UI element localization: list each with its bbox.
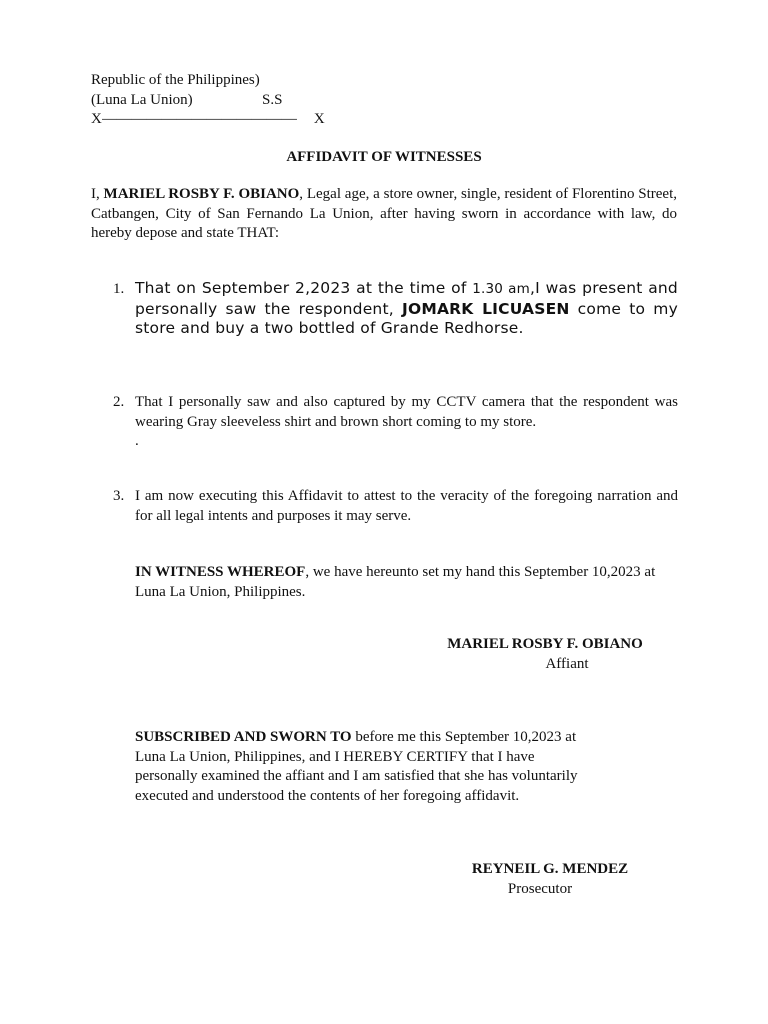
affiant-role: Affiant <box>545 655 589 672</box>
list-item-text <box>135 279 678 339</box>
document-title-text: AFFIDAVIT OF WITNESSES <box>286 149 482 165</box>
document-title <box>0 148 768 168</box>
jurat-line-4: executed and understood the contents of her foregoing affidavit. <box>135 787 520 804</box>
witness-paragraph <box>135 563 680 602</box>
list-item-number: 2. <box>113 394 125 410</box>
jurat-line-3: personally examined the affiant and I am satisfied that she has voluntarily <box>135 768 578 784</box>
header-province: (Luna La Union) <box>91 91 193 108</box>
jurat-line-1 <box>135 728 695 748</box>
header-x-left: X <box>91 111 102 127</box>
header-line-republic: Republic of the Philippines) <box>91 72 260 88</box>
jurat-line-2: Luna La Union, Philippines, and I HEREBY CERTIFY that I have <box>135 748 535 765</box>
prosecutor-signature-block <box>445 860 655 899</box>
jurat-paragraph <box>135 728 695 806</box>
list-item-number: 3. <box>113 488 125 504</box>
item1-time: 1.30 am <box>472 281 530 297</box>
list-item <box>113 487 678 526</box>
header-rule: ————————————— <box>101 111 297 127</box>
affiant-name-intro: MARIEL ROSBY F. OBIANO <box>103 186 300 202</box>
jurat-bold: SUBSCRIBED AND SWORN TO <box>135 729 352 745</box>
intro-paragraph <box>91 185 677 244</box>
affiant-signature-block <box>420 635 670 674</box>
item2-trailing-dot: . <box>135 433 139 449</box>
venue-header <box>91 71 391 130</box>
intro-prefix: I, <box>91 186 104 202</box>
list-item <box>113 393 678 452</box>
list-item-text <box>135 393 678 452</box>
intro-text: , Legal age, a store owner, single, resident of Florentino Street, Catbangen, City of San Fernando La Union, after having sworn in accordance with law, do hereby depose and state THAT: <box>91 186 677 241</box>
item1-text-b: ,I was present and personally saw the respondent, <box>135 279 678 318</box>
witness-bold: IN WITNESS WHEREOF <box>135 564 306 580</box>
prosecutor-role: Prosecutor <box>507 880 573 897</box>
list-item-number: 1. <box>113 281 125 297</box>
witness-text: , we have hereunto set my hand this September 10,2023 at Luna La Union, Philippines. <box>135 564 656 600</box>
header-line-rule <box>91 110 391 130</box>
item1-text-c: come to my store and buy a two bottled of Grande Redhorse. <box>135 299 678 337</box>
item3-text: I am now executing this Affidavit to attest to the veracity of the foregoing narration and for all legal intents and purposes it may serve. <box>135 488 678 524</box>
header-line-province <box>91 91 391 111</box>
list-item <box>113 279 678 339</box>
header-ss: S.S <box>262 91 283 108</box>
prosecutor-name: REYNEIL G. MENDEZ <box>471 861 629 877</box>
list-item-text <box>135 487 678 526</box>
header-x-right: X <box>313 111 325 127</box>
jurat-line-1-text: before me this September 10,2023 at <box>351 729 577 745</box>
respondent-name: JOMARK LICUASEN <box>401 299 570 318</box>
affiant-name: MARIEL ROSBY F. OBIANO <box>447 636 643 652</box>
item1-text-a: That on September 2,2023 at the time of <box>135 279 473 297</box>
item2-text: That I personally saw and also captured by my CCTV camera that the respondent was wearing Gray sleeveless shirt and brown short coming to my store. <box>135 394 678 430</box>
